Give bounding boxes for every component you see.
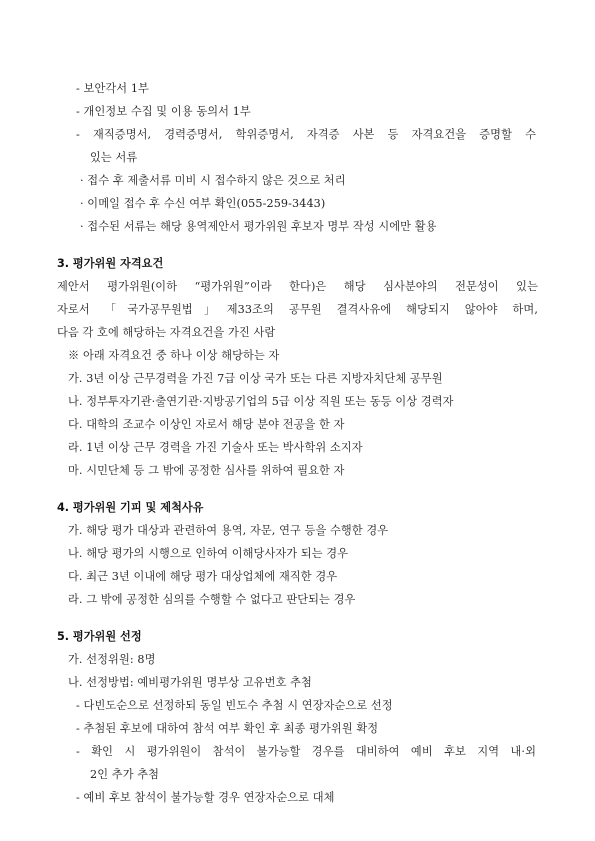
paragraph-line: 제안서 평가위원(이하 “평가위원”이라 한다)은 해당 심사분야의 전문성이 있는 [57, 280, 538, 293]
list-item: · 이메일 접수 후 수신 여부 확인(055-259-3443) [80, 197, 326, 210]
sub-list-item: - 확인 시 평가위원이 참석이 불가능할 경우를 대비하여 예비 후보 지역 내·외 [76, 745, 536, 758]
list-item-continuation: 있는 서류 [90, 151, 138, 164]
list-item: 가. 해당 평가 대상과 관련하여 용역, 자문, 연구 등을 수행한 경우 [68, 524, 389, 537]
paragraph-line: 자로서 「국가공무원법」제33조의 공무원 결격사유에 해당되지 않아야 하며, [57, 303, 538, 316]
section-heading: 4. 평가위원 기피 및 제척사유 [57, 501, 204, 514]
sub-list-item: - 추첨된 후보에 대하여 참석 여부 확인 후 최종 평가위원 확정 [76, 722, 379, 735]
list-item: 나. 해당 평가의 시행으로 인하여 이해당사자가 되는 경우 [68, 547, 349, 560]
section-heading: 5. 평가위원 선정 [57, 630, 142, 643]
sub-list-item: - 예비 후보 참석이 불가능할 경우 연장자순으로 대체 [76, 791, 335, 804]
list-item: - 보안각서 1부 [76, 82, 149, 95]
list-item: · 접수된 서류는 해당 용역제안서 평가위원 후보자 명부 작성 시에만 활용 [80, 220, 437, 233]
list-item: 라. 그 밖에 공정한 심의를 수행할 수 없다고 판단되는 경우 [68, 593, 356, 606]
list-item: 나. 정부투자기관·출연기관·지방공기업의 5급 이상 직원 또는 동등 이상 경력자 [68, 395, 454, 408]
paragraph-line: 다음 각 호에 해당하는 자격요건을 가진 사람 [57, 326, 276, 339]
list-item: 라. 1년 이상 근무 경력을 가진 기술사 또는 박사학위 소지자 [68, 441, 363, 454]
sub-list-item-continuation: 2인 추가 추첨 [90, 768, 160, 781]
list-item: 다. 최근 3년 이내에 해당 평가 대상업체에 재직한 경우 [68, 570, 338, 583]
list-item: 나. 선정방법: 예비평가위원 명부상 고유번호 추첨 [68, 676, 312, 689]
list-item: 가. 3년 이상 근무경력을 가진 7급 이상 국가 또는 다른 지방자치단체 공무원 [68, 372, 443, 385]
note: ※ 아래 자격요건 중 하나 이상 해당하는 자 [68, 349, 280, 362]
list-item: 다. 대학의 조교수 이상인 자로서 해당 분야 전공을 한 자 [68, 418, 345, 431]
list-item: - 개인정보 수집 및 이용 동의서 1부 [76, 105, 251, 118]
list-item: · 접수 후 제출서류 미비 시 접수하지 않은 것으로 처리 [80, 174, 346, 187]
sub-list-item: - 다빈도순으로 선정하되 동일 빈도수 추첨 시 연장자순으로 선정 [76, 699, 393, 712]
list-item: 마. 시민단체 등 그 밖에 공정한 심사를 위하여 필요한 자 [68, 464, 345, 477]
list-item: - 재직증명서, 경력증명서, 학위증명서, 자격증 사본 등 자격요건을 증명할 수 [76, 128, 536, 141]
section-heading: 3. 평가위원 자격요건 [57, 257, 164, 270]
list-item: 가. 선정위원: 8명 [68, 653, 156, 666]
